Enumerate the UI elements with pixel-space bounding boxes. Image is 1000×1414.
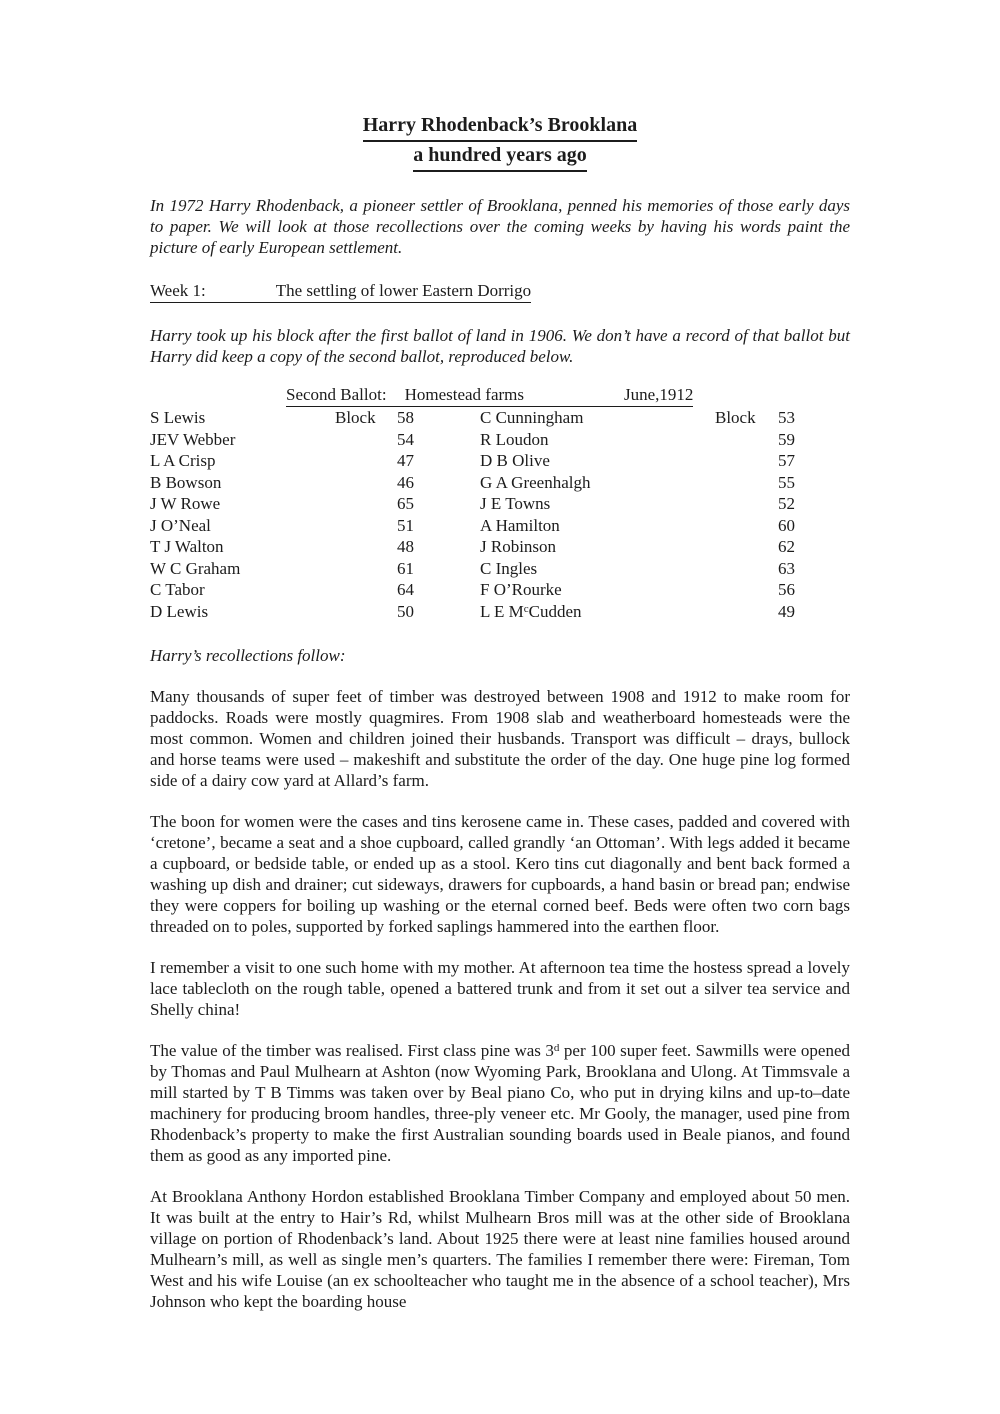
block-number: 51 — [397, 515, 414, 535]
block-label — [335, 429, 397, 451]
settler-name: J Robinson — [480, 537, 557, 556]
block-number: 54 — [397, 429, 414, 449]
table-row — [150, 429, 850, 451]
document-subtitle — [150, 142, 850, 172]
block-label — [335, 472, 397, 494]
settler-name: JEV Webber — [150, 429, 236, 449]
settler-name: G A Greenhalgh — [480, 472, 591, 492]
ballot-header-col2: Homestead farms — [404, 385, 525, 404]
block-label — [715, 601, 778, 623]
block-label — [335, 450, 397, 472]
settler-name: D B Olive — [480, 451, 550, 470]
table-row — [150, 601, 850, 623]
settler-name-part: L E M — [480, 601, 524, 621]
settler-name-part: Cudden — [528, 601, 582, 621]
block-number: 49 — [778, 601, 795, 621]
recollections-heading: Harry’s recollections follow: — [150, 646, 346, 665]
block-label — [715, 493, 778, 515]
ballot-intro-paragraph: Harry took up his block after the first ballot of land in 1906. We don’t have a record of that ballot but Harry did keep a copy of the second ballot, reproduced below. — [150, 326, 850, 366]
table-row — [150, 558, 850, 580]
settler-name: W C Graham — [150, 558, 241, 578]
table-row — [150, 536, 850, 558]
paragraph-timber-destroyed: Many thousands of super feet of timber was destroyed between 1908 and 1912 to make room for paddocks. Roads were mostly quagmires. From 1908 slab and weatherboard homesteads were the most common. Women and children joined their husbands. Transport was difficult – drays, bullock and horse teams were used – makeshift and substitute the order of the day. One huge pine log formed side of a dairy cow yard at Allard’s farm. — [150, 687, 850, 790]
document-title — [150, 112, 850, 142]
block-number: 47 — [397, 451, 414, 470]
settler-name: J O’Neal — [150, 515, 211, 535]
block-label — [335, 579, 397, 601]
block-number: 57 — [778, 451, 795, 470]
block-number: 46 — [397, 472, 414, 492]
settler-name — [480, 601, 715, 623]
document-title-block — [150, 112, 850, 172]
ballot-header-col1: Second Ballot: — [286, 385, 387, 404]
block-label — [335, 558, 397, 580]
table-row — [150, 515, 850, 537]
block-number: 52 — [778, 494, 795, 513]
block-number: 60 — [778, 515, 795, 535]
settler-name: A Hamilton — [480, 515, 560, 535]
ballot-table — [150, 407, 850, 622]
ballot-header-col3: June,1912 — [624, 385, 694, 404]
block-label — [715, 450, 778, 472]
document-subtitle-text: a hundred years ago — [413, 142, 587, 172]
settler-name: B Bowson — [150, 472, 222, 492]
paragraph-part: The value of the timber was realised. First class pine was 3 — [150, 1041, 554, 1060]
ballot-table-header — [286, 384, 850, 407]
settler-name: J W Rowe — [150, 494, 221, 513]
block-label — [715, 515, 778, 537]
block-number: 65 — [397, 494, 414, 513]
paragraph-timber-value — [150, 1040, 850, 1166]
superscript: c — [523, 602, 529, 615]
settler-name: L A Crisp — [150, 451, 216, 470]
settler-name: R Loudon — [480, 429, 549, 449]
week-label: Week 1: — [150, 281, 206, 300]
block-label — [335, 515, 397, 537]
settler-name: C Ingles — [480, 558, 538, 578]
block-label — [335, 601, 397, 623]
table-row — [150, 579, 850, 601]
week-heading — [150, 280, 850, 303]
settler-name: S Lewis — [150, 408, 206, 427]
block-label — [715, 536, 778, 558]
paragraph-brooklana-timber-company: At Brooklana Anthony Hordon established Brooklana Timber Company and employed about 50 men. It was built at the entry to Hair’s Rd, whilst Mulhearn Bros mill was at the other side of Brooklana village on portion of Rhodenback’s land. About 1925 there were at least nine families housed around Mulhearn’s mill, as well as single men’s quarters. The families I remember there were: Fireman, Tom West and his wife Louise (an ex schoolteacher who taught me in the absence of a school teacher), Mrs Johnson who kept the boarding house — [150, 1187, 850, 1311]
settler-name: C Cunningham — [480, 408, 584, 427]
week-heading-underline — [150, 280, 531, 303]
block-label — [715, 472, 778, 494]
settler-name: C Tabor — [150, 580, 205, 599]
settler-name: T J Walton — [150, 537, 224, 556]
block-label: Block — [715, 408, 756, 427]
ballot-header-underline — [286, 384, 693, 407]
block-number: 56 — [778, 580, 795, 599]
settler-name: D Lewis — [150, 601, 209, 621]
table-row — [150, 450, 850, 472]
week-title: The settling of lower Eastern Dorrigo — [275, 281, 532, 300]
block-label — [715, 579, 778, 601]
block-label — [715, 429, 778, 451]
block-number: 55 — [778, 472, 795, 492]
block-number: 50 — [397, 601, 414, 621]
block-label: Block — [335, 408, 376, 427]
paragraph-home-visit: I remember a visit to one such home with my mother. At afternoon tea time the hostess spread a lovely lace tablecloth on the rough table, opened a battered trunk and from it set out a silver tea service and Shelly china! — [150, 958, 850, 1019]
block-number: 59 — [778, 429, 795, 449]
block-label — [335, 536, 397, 558]
document-title-text: Harry Rhodenback’s Brooklana — [363, 112, 637, 142]
block-label — [715, 558, 778, 580]
superscript: d — [553, 1042, 560, 1054]
table-row — [150, 493, 850, 515]
block-label — [335, 493, 397, 515]
block-number: 48 — [397, 537, 414, 556]
block-number: 62 — [778, 537, 795, 556]
paragraph-part: per 100 super feet. Sawmills were opened by Thomas and Paul Mulhearn at Ashton (now Wyoming Park, Brooklana and Ulong. At Timmsvale a mill started by T B Timms was taken over by Beal piano Co, who put in drying kilns and up-to–date machinery for producing broom handles, three-ply veneer etc. Mr Gooly, the manager, used pine from Rhodenback’s property to make the first Australian sounding boards used in Beale pianos, and found them as good as any imported pine. — [150, 1041, 850, 1165]
settler-name: J E Towns — [480, 494, 551, 513]
block-number: 63 — [778, 558, 795, 578]
paragraph-kerosene-cases: The boon for women were the cases and tins kerosene came in. These cases, padded and covered with ‘cretone’, became a seat and a shoe cupboard, called grandly ‘an Ottoman’. With legs added it became a cupboard, or bedside table, or ended up as a stool. Kero tins cut diagonally and bent back formed a washing up dish and drainer; cut sideways, drawers for cupboards, a hand basin or bread pan; endwise they were coppers for boiling up washing or the eternal corned beef. Beds were often two corn bags threaded on to poles, supported by forked saplings hammered into the earthen floor. — [150, 812, 850, 936]
block-number: 64 — [397, 580, 414, 599]
block-number: 58 — [397, 408, 414, 427]
block-number: 53 — [778, 408, 795, 427]
table-row — [150, 472, 850, 494]
intro-paragraph: In 1972 Harry Rhodenback, a pioneer settler of Brooklana, penned his memories of those early days to paper. We will look at those recollections over the coming weeks by having his words paint the picture of early European settlement. — [150, 196, 850, 257]
table-row — [150, 407, 850, 429]
block-number: 61 — [397, 558, 414, 578]
settler-name: F O’Rourke — [480, 580, 562, 599]
